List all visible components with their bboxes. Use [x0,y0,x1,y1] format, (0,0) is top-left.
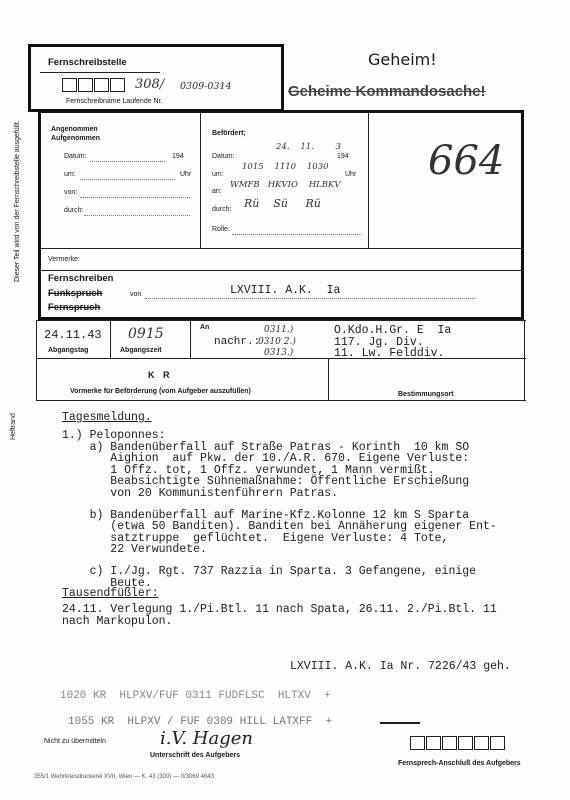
body-line: 1 Offz. tot, 1 Offz. verwundet, 1 Mann vermißt. [62,463,435,477]
bef-an-label: an: [212,188,222,195]
tagesmeldung-heading: Tagesmeldung. [62,411,152,424]
fs-number-hand2: 0309-0314 [180,81,232,92]
geheime-kommandosache: Geheime Kommandosache! [288,83,486,100]
body-line: b) Bandenüberfall auf Marine-Kfz.Kolonne 12 km S Sparta [62,508,470,522]
code-3: 0313.) [264,348,294,358]
body-line: c) I./Jg. Rgt. 737 Razzia in Sparta. 3 Gefangene, einige [62,564,477,578]
fernschreiben-label: Fernschreiben [48,273,114,284]
transmission-line-1: 1020 KR HLPXV/FUF 0311 FUDFLSC HLTXV + [60,690,331,702]
bef-uhr-label: Uhr [345,171,357,178]
heftrand-label: Heftrand [10,413,17,440]
bef-um-label: um: [212,171,224,178]
bef-an-hand: WMFB HKVIO HLBKV [230,180,341,190]
fs-squares [62,78,126,97]
angenommen-title: Angenommen [51,126,98,133]
code-1: 0311.) [264,325,294,335]
an-label: An [200,324,210,331]
geheim-label: Geheim! [368,50,437,69]
page-number-hand: 664 [428,138,505,184]
recipient-1: O.Kdo.H.Gr. E Ia [334,324,452,337]
ang-von-label: von: [64,189,78,196]
fernspruch-label: Fernspruch [48,302,101,313]
side-note: Dieser Teil wird von der Fernschreibstelle ausgefüllt. [14,120,21,282]
body-line: Beabsichtigte Sühnemaßnahme: Öffentliche Erschießung [62,475,470,489]
abgangstag-label: Abgangstag [48,347,89,354]
transmission-line-2: 1055 KR HLPXV / FUF 0309 HILL LATXFF + [68,716,333,728]
ang-uhr-label: Uhr [180,171,192,178]
vermerke-befoerderung: Vormerke für Beförderung (vom Aufgeber auszufüllen) [70,388,251,395]
code-2: 0310 2.) [258,337,296,347]
message-body [62,430,497,589]
body-line: satztruppe geflüchtet. Eigene Verluste: 4 Tote, [62,531,449,545]
bef-um-hand: 1015 1110 1030 [242,162,329,172]
body-line: (etwa 50 Banditen). Banditen bei Annäherung eigener Ent- [62,520,497,534]
ang-durch-label: durch: [64,207,84,214]
kr-label: K R [148,370,173,380]
befoerdert-title: Befördert; [212,130,246,137]
body-line: Aighion auf Pkw. der 10./A.R. 670. Eigene Verluste: [62,452,470,466]
tf-line-1: 24.11. Verlegung 1./Pi.Btl. 11 nach Spata, 26.11. 2./Pi.Btl. 11 [62,603,497,616]
tf-line-2: nach Markopulon. [62,615,173,628]
body-line: 22 Verwundete. [62,543,207,557]
reference-number: LXVIII. A.K. Ia Nr. 7226/43 geh. [290,660,511,673]
unterschrift-label: Unterschrift des Aufgebers [150,752,240,759]
ang-year: 194 [172,153,184,160]
funkspruch-label: Funkspruch [48,288,103,299]
abgangstag-value: 24.11.43 [44,328,102,342]
fernsprech-squares [410,736,506,755]
abgangszeit-value: 0915 [128,326,164,342]
signature: i.V. Hagen [160,728,253,749]
from-unit: LXVIII. A.K. Ia [230,284,341,297]
bef-datum-hand: 24. 11. 3 [276,142,341,152]
fs-number-hand: 308/ [135,77,165,92]
vermerke-label: Vermerke: [48,256,80,263]
body-line: a) Bandenüberfall auf Straße Patras - Korinth 10 km SO [62,440,470,454]
ang-um-label: um: [64,171,76,178]
bef-durch-hand: Rü Sü Rü [244,197,321,210]
aufgenommen-title: Aufgenommen [51,135,100,142]
fernschreibstelle-title: Fernschreibstelle [48,57,127,68]
abgangszeit-label: Abgangszeit [120,347,162,354]
body-line: 1.) Peloponnes: [62,429,166,442]
tausendfuessler-heading: Tausendfüßler: [62,587,159,600]
recipient-3: 11. Lw. Felddiv. [334,347,445,360]
bef-rolle-label: Rolle: [212,226,230,233]
bestimmungsort-label: Bestimmungsort [398,391,454,398]
recipient-2: 117. Jg. Div. [334,336,424,349]
fernsprech-label: Fernsprech-Anschluß des Aufgebers [398,760,521,767]
bef-year: 194 [337,153,349,160]
body-line: Beute. [62,576,152,590]
nachr-label: nachr.: [214,336,261,348]
ang-datum-label: Datum: [64,153,87,160]
bef-datum-label: Datum: [212,153,235,160]
nicht-zu-uebermitteln: Nicht zu übermitteln [44,738,106,745]
printer-imprint: 355/1 Wehrkreisdruckerei XVII, Wien — K. 43 (300) — 0/3069 4643 [34,774,214,780]
bef-durch-label: durch: [212,206,232,213]
fs-name-label: Fernschreibname Laufende Nr. [66,98,163,105]
kind-von-label: von [130,291,142,298]
body-line: von 20 Kommunistenführern Patras. [62,486,339,500]
